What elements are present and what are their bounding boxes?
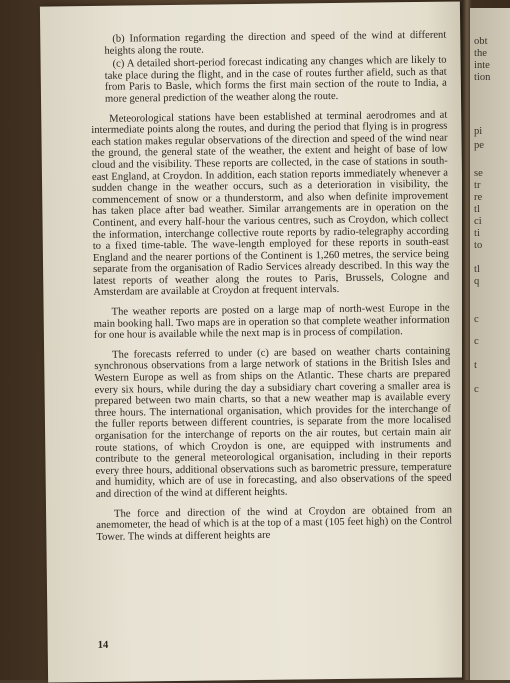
next-page-fragment: c bbox=[474, 336, 479, 347]
page-text bbox=[90, 30, 452, 544]
next-page-fragment: pi bbox=[474, 126, 483, 137]
paragraph-forecasts: The forecasts referred to under (c) are based on weather charts containing synchronous observations from a large network of stations in the British Isles and Western Europe as well as from ships on the Atlantic. These charts are prepared every six hours, while during the day a subsidiary chart covering a smaller area is prepared between two main charts, so that a new weather map is available every three hours. The international organisation, which provides for the interchange of the fuller reports between different countries, is separate from the more localised organisation for the interchange of reports on the air routes, but certain main air route stations, of which Croydon is one, are equipped with instruments and contribute to the general meteorological organisation, including in their reports every three hours, additional observations such as barometric pressure, temperature and humidity, which are of use in forecasting, and also observations of the speed and direction of the wind at different heights. bbox=[94, 345, 452, 500]
paragraph-weather-reports: The weather reports are posted on a large map of north-west Europe in the main booking hall. Two maps are in operation so that complete weather information for one hour is available while the next map is in process of compilation. bbox=[93, 302, 450, 342]
page-number: 14 bbox=[97, 639, 109, 651]
next-page-fragment: re bbox=[474, 192, 483, 203]
paragraph-wind: The force and direction of the wind at Croydon are obtained from an anemometer, the head of which is at the top of a mast (105 feet high) on the Control Tower. The winds at different heights are bbox=[96, 504, 453, 543]
next-page-edge bbox=[470, 8, 510, 680]
next-page-fragment: ti bbox=[474, 228, 480, 239]
list-item-b: (b) Information regarding the direction and speed of the wind at different heights along the route. bbox=[104, 29, 447, 57]
next-page-fragment: se bbox=[474, 168, 483, 179]
next-page-fragment: inte bbox=[474, 60, 490, 71]
book-page bbox=[40, 1, 468, 682]
next-page-fragment: the bbox=[474, 48, 487, 59]
next-page-fragment: c bbox=[474, 384, 479, 395]
next-page-fragment: pe bbox=[474, 140, 484, 151]
next-page-fragment: obt bbox=[474, 36, 488, 47]
next-page-fragment: q bbox=[474, 276, 480, 287]
next-page-fragment: tl bbox=[474, 264, 480, 275]
next-page-fragment: tion bbox=[474, 72, 491, 83]
next-page-fragment: tr bbox=[474, 180, 481, 191]
next-page-fragment: t bbox=[474, 360, 477, 371]
next-page-fragment: tl bbox=[474, 204, 480, 215]
paragraph-stations: Meteorological stations have been established at terminal aerodromes and at intermediate points along the routes, and during the period that flying is in progress each station makes regular observations of the direction and speed of the wind near the ground, the general state of the weather, the extent and height of base of low cloud and the visibility. These reports are collected, in the case of stations in south-east England, at Croydon. In addition, each station reports immediately whenever a sudden change in the weather occurs, such as a deterioration in visibility, the commencement of snow or a thunderstorm, and also when definite improvement has taken place after bad weather. Similar arrangements are in operation on the Continent, and every half-hour the various centres, such as Croydon, which collect the information, interchange collective route reports by radio-telegraphy according to a fixed time-table. The wave-length employed for these reports in south-east England and the nearer portions of the Continent is 1,260 metres, the service being separate from the organisation of Radio Services already described. In this way the latest reports of weather along the routes to Paris, Brussels, Cologne and Amsterdam are available at Croydon at frequent intervals. bbox=[91, 109, 450, 299]
next-page-fragment: ci bbox=[474, 216, 482, 227]
next-page-fragment: to bbox=[474, 240, 483, 251]
list-item-c: (c) A detailed short-period forecast indicating any changes which are likely to take place during the flight, and in the case of routes further afield, such as that from Paris to Basle, which forms the first main section of the route to India, a more general prediction of the weather along the route. bbox=[104, 54, 447, 105]
next-page-fragment: c bbox=[474, 314, 479, 325]
